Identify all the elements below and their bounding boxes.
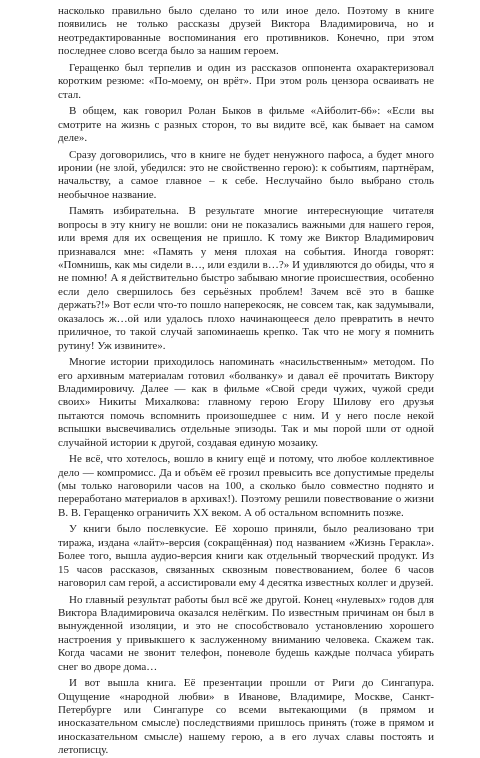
paragraph-8: У книги было послевкусие. Её хорошо приняли, было реализовано три тиража, издана «лайт»-версия (сокращённая) под названием «Жизнь Геракла». Более того, вышла аудио-версия книги как отдельный творческий продукт. Из 15 часов рассказов, связанных сквозным повествованием, более 6 часов наговорил сам герой, а ассистировали ему 4 десятка известных коллег и друзей. — [58, 523, 434, 589]
paragraph-6: Многие истории приходилось напоминать «насильственным» методом. По его архивным материалам готовил «болванку» и давал её прочитать Виктору Владимировичу. Далее — как в фильме «Свой среди чужих, чужой среди своих» Никиты Михалкова: главному герою Егору Шилову его друзья пытаются помочь вспомнить произошедшее с ним. И у него после некой вспышки высвечивались отдельные эпизоды. Так и мы порой шли от одной случайной истории к другой, создавая единую мозаику. — [58, 356, 434, 449]
paragraph-3: В общем, как говорил Ролан Быков в фильме «Айболит-66»: «Если вы смотрите на жизнь с разных сторон, то вы видите всё, как бывает на самом деле». — [58, 105, 434, 145]
paragraph-4: Сразу договорились, что в книге не будет ненужного пафоса, а будет много иронии (не злой, убедился: это не свойственно герою): к событиям, партнёрам, начальству, а самое главное – к себе. Неслучайно было выбрано столь необычное название. — [58, 148, 434, 201]
paragraph-9: Но главный результат работы был всё же другой. Конец «нулевых» годов для Виктора Владимировича оказался нелёгким. По известным причинам он был в вынужденной изоляции, и это не способствовало установлению хорошего настроения у привыкшего к заслуженному вниманию человека. Скажем так. Когда часами не звонит телефон, поневоле будешь каждые полчаса убирать снег во дворе дома… — [58, 593, 434, 673]
paragraph-10: И вот вышла книга. Её презентации прошли от Риги до Сингапура. Ощущение «народной любви» в Иванове, Владимире, Москве, Санкт-Петербурге или Сингапуре со всеми вытекающими (в прямом и иносказательном смысле) последствиями пришлось принять (тоже в прямом и иносказательном смысле) нашему герою, а в его лучах славы постоять и летописцу. — [58, 677, 434, 757]
paragraph-7: Не всё, что хотелось, вошло в книгу ещё и потому, что любое коллективное дело — компромисс. Да и объём её грозил превысить все допустимые пределы (мы только наговорили часов на 100, а сколько было совместно поднято и переработано материалов в архивах!). Поэтому решили повествование о жизни В. В. Геращенко ограничить XX веком. А об остальном вспомнить позже. — [58, 453, 434, 519]
page-text — [58, 5, 434, 758]
paragraph-2: Геращенко был терпелив и один из рассказов оппонента охарактеризовал коротким резюме: «По-моему, он врёт». При этом роль цензора осваивать не стал. — [58, 61, 434, 101]
paragraph-1: насколько правильно было сделано то или иное дело. Поэтому в книге появились не только рассказы друзей Виктора Владимировича, но и неотредактированные воспоминания его противников. Конечно, при этом последнее слово всегда было за нашим героем. — [58, 5, 434, 58]
paragraph-5: Память избирательна. В результате многие интереснующие читателя вопросы в эту книгу не вошли: они не показались важными для нашего героя, или время для их освещения не пришло. К тому же Виктор Владимирович признавался мне: «Память у меня плохая на события. Иногда говорят: «Помнишь, как мы сидели в…, или ездили в…?» И удивляются до обиды, что я не помню! А я действительно быстро забываю многие происшествия, особенно если дело свершилось без серьёзных проблем! Зачем всё это в башке держать?!» Вот если что-то пошло наперекосяк, не совсем так, как задумывали, оказалось ж…ой или удалось плохо начинающееся дело превратить в нечто приличное, то такой случай запоминаешь крепко. Так что не могу я помнить рутину! Уж извините». — [58, 205, 434, 352]
